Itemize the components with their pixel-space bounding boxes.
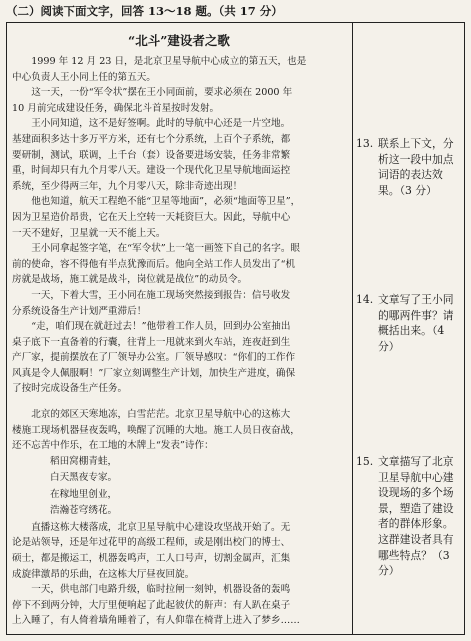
question-text: 文章描写了北京卫星导航中心建设现场的多个场景，塑造了建设者的群体形象。这群建设者具有哪些特点？（3 分） — [378, 455, 454, 578]
paragraph-line: 前的使命，容不得他有半点犹豫而后。他向全站工作人员发出了“机 — [12, 258, 296, 270]
paragraph-line: “走，咱们现在就赶过去！”他带着工作人员，回到办公室抽出 — [31, 321, 291, 333]
paragraph-line: 上入睡了，有人倚着墙角睡着了，有人仰靠在椅背上进入了梦乡…… — [12, 615, 300, 627]
paragraph-line: 中心负责人王小同上任的第五天。 — [12, 71, 156, 83]
paragraph-line: 还不忘苦中作乐，在工地的木牌上“发表”诗作： — [12, 440, 214, 452]
section-heading: （二）阅读下面文字，回答 13～18 题。（共 17 分） — [6, 4, 283, 18]
column-divider — [352, 22, 353, 635]
paragraph-line: 他也知道，航天工程绝不能“卫星等地面”，必须“地面等卫星”， — [31, 196, 301, 208]
paragraph-line: 直播这栋大楼落成，北京卫星导航中心建设攻坚战开始了。无 — [31, 521, 291, 533]
paragraph-line: 重，时间却只有九个月零八天。建设一个现代化卫星导航地面运控 — [12, 165, 291, 177]
paragraph-line: 这一天，一份“军令状”摆在王小同面前，要求必须在 2000 年 — [31, 87, 293, 99]
article-column — [12, 28, 346, 628]
question-14 — [356, 292, 462, 354]
paragraph-line: 分系统设备生产计划严重滞后！ — [12, 305, 147, 317]
paragraph-line: 10 月前完成建设任务，确保北斗首星按时发射。 — [12, 102, 220, 114]
paragraph-line: 风真是令人佩服啊！”厂家立刻调整生产计划，加快生产进度，确保 — [12, 367, 296, 379]
poem-line: 在稼地里创业， — [50, 488, 118, 500]
paragraph-line: 北京的郊区天寒地冻，白雪茫茫。北京卫星导航中心的这栋大 — [31, 409, 291, 421]
question-text: 文章写了王小同的哪两件事？请概括出来。（4 分） — [378, 293, 454, 353]
paragraph-line: 楼施工现场机器昼夜轰鸣，唤醒了沉睡的大地。施工人员日夜奋战， — [12, 424, 300, 436]
paragraph-line: 成旋律激昂的乐曲，在这栋大厅昼夜回旋。 — [12, 568, 195, 580]
paragraph-line: 一天，下着大雪，王小同在施工现场突然接到报告：信号收发 — [31, 289, 291, 301]
article-title: “北斗”建设者之歌 — [128, 33, 230, 48]
paragraph-line: 了按时完成设备生产任务。 — [12, 383, 128, 395]
poem-line: 浩瀚苍穹绣花。 — [50, 505, 118, 517]
paragraph-line: 硕士，都是搬运工，机器轰鸣声，工人口号声，切割金属声，汇集 — [12, 553, 291, 565]
question-number: 15. — [356, 455, 374, 468]
paragraph-line: 王小同知道，这不是好签啊。此时的导航中心还是一片空地。 — [31, 118, 291, 130]
poem-line: 白天黑夜专家。 — [50, 472, 118, 484]
paragraph-line: 因为卫星造价昂贵，它在天上空转一天耗资巨大。因此，导航中心 — [12, 211, 291, 223]
paragraph-line: 产厂家，提前摆放在了厂领导办公室。厂领导感叹：“你们的工作作 — [12, 352, 296, 364]
paragraph-line: 要研制，测试，联调，上千台（套）设备要进场安装，任务非常繁 — [12, 149, 291, 161]
question-number: 14. — [356, 293, 374, 306]
paragraph-line: 房就是战场，施工就是战斗，岗位就是战位”的动员令。 — [12, 274, 248, 286]
question-15 — [356, 454, 462, 579]
paragraph-line: 1999 年 12 月 23 日，是北京卫星导航中心成立的第五天，也是 — [31, 56, 307, 67]
paragraph-line: 一天，供电部门电路升级，临时拉闸一刻钟，机器设备的轰鸣 — [31, 584, 291, 596]
question-number: 13. — [356, 137, 374, 150]
question-text: 联系上下文，分析这一段中加点词语的表达效果。（3 分） — [378, 137, 454, 197]
paragraph-line: 系统，至少得两三年，九个月零八天，除非奇迹出现！ — [12, 180, 243, 192]
paragraph-line: 一天不建好，卫星就一天不能上天。 — [12, 227, 166, 239]
poem-line: 稻田窝棚青蛙， — [50, 455, 118, 467]
paragraph-line: 基建面积多达十多万平方米，还有七个分系统，上百个子系统，都 — [12, 133, 291, 145]
question-13 — [356, 136, 462, 198]
paragraph-line: 停下不到两分钟，大厅里便响起了此起彼伏的鼾声：有人趴在桌子 — [12, 599, 291, 611]
paragraph-line: 桌子底下一直备着的行囊，往背上一甩就来到火车站，连夜赶到生 — [12, 336, 291, 348]
paragraph-line: 王小同拿起签字笔，在“军令状”上一笔一画签下自己的名字。眼 — [31, 243, 301, 255]
paragraph-line: 论是站领导，还是年过花甲的高级工程师，或是刚出校门的博士、 — [12, 537, 291, 549]
paragraph-gap — [12, 397, 346, 407]
